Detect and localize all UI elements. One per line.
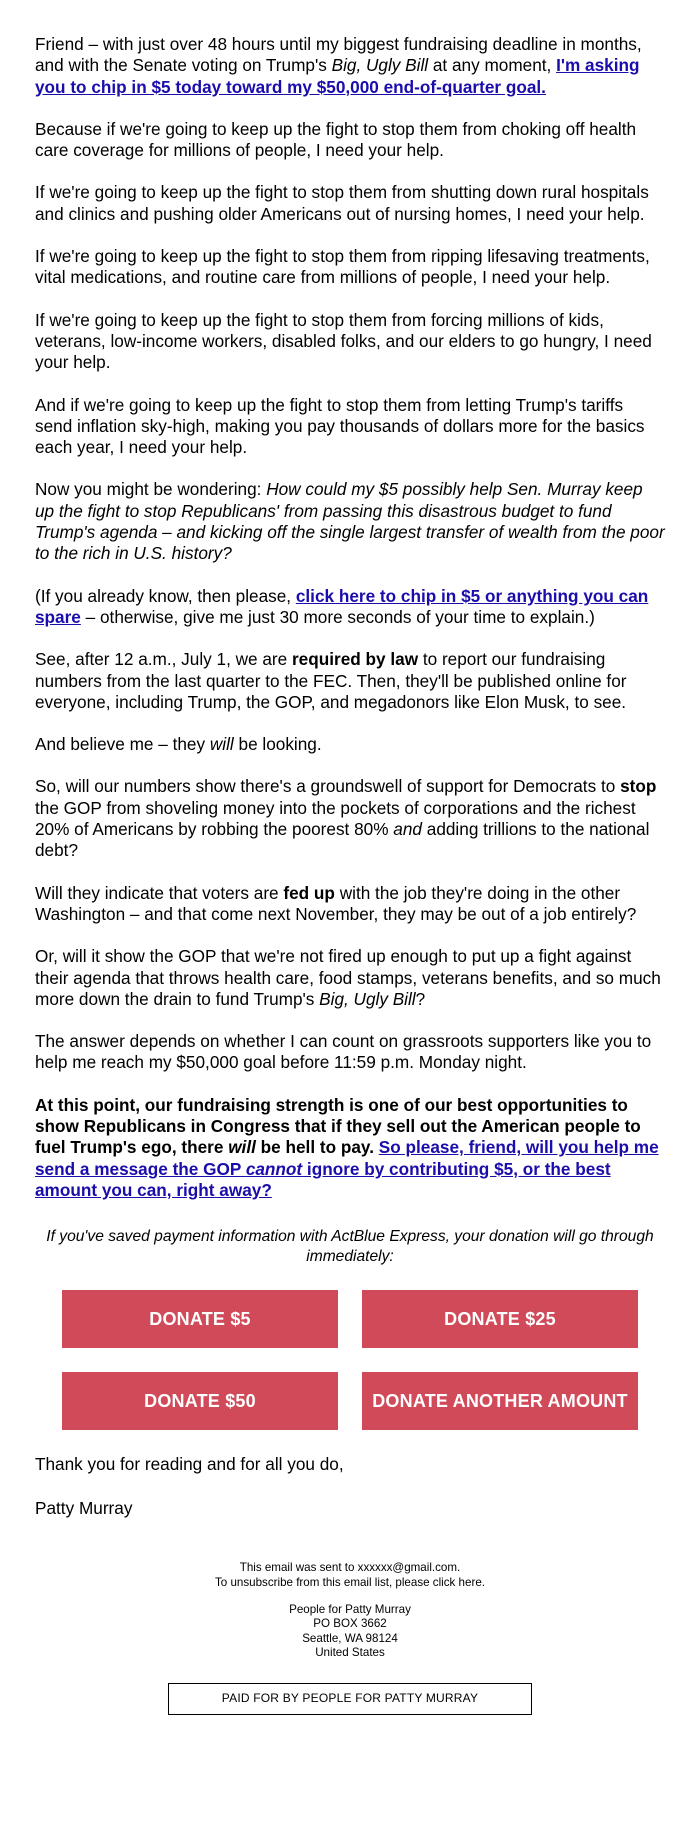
text: Will they indicate that voters are: [35, 882, 284, 903]
text: (If you already know, then please,: [35, 585, 296, 606]
chip-in-link[interactable]: I'm asking you to chip in $5 today toward my $50,000 end-of-quarter goal.: [35, 55, 640, 97]
text: will: [209, 734, 234, 755]
intro-paragraph: [35, 34, 665, 98]
text: stop: [620, 776, 657, 797]
text: cannot: [245, 1158, 303, 1179]
text: the GOP from shoveling money into the pockets of corporations and the richest 20% of Americans by robbing the poorest 80%: [35, 797, 636, 840]
paragraph: [35, 479, 665, 564]
text: will: [228, 1137, 256, 1158]
paragraph: [35, 586, 665, 629]
text: How could my $5 possibly help Sen. Murray keep up the fight to stop Republicans' from passing this disastrous budget to fund Trump's agenda – and kicking off the single largest transfer of wealth from the poor to the rich in U.S. history?: [35, 479, 665, 564]
text: At this point, our fundraising strength is one of our best opportunities to show Republicans in Congress that if they sell out the American people to fuel Trump's ego, there: [35, 1094, 641, 1158]
paragraph: [35, 734, 665, 755]
thanks-text: Thank you for reading and for all you do,: [35, 1454, 344, 1475]
donate-25-button[interactable]: DONATE $25: [362, 1290, 638, 1348]
paragraph: [35, 883, 665, 926]
text: be hell to pay.: [255, 1137, 374, 1158]
text: See, after 12 a.m., July 1, we are: [35, 649, 292, 670]
text: adding trillions to the national debt?: [35, 819, 650, 861]
paragraph: [35, 649, 665, 713]
paragraph: [35, 946, 665, 1010]
text: And believe me – they: [35, 734, 210, 755]
footer: [35, 1561, 665, 1714]
donate-buttons: [62, 1290, 638, 1430]
text: – otherwise, give me just 30 more seconds of your time to explain.): [80, 606, 595, 627]
donate-other-amount-button[interactable]: DONATE ANOTHER AMOUNT: [362, 1372, 638, 1430]
text: fed up: [283, 882, 335, 903]
paragraph: If we're going to keep up the fight to stop them from forcing millions of kids, veterans, low-income workers, disabled folks, and our elders to go hungry, I need your help.: [35, 309, 652, 373]
text: Or, will it show the GOP that we're not fired up enough to put up a fight against their agenda that throws health care, food stamps, veterans benefits, and so much more down the drain to fund Trump's: [35, 946, 661, 1009]
paragraph: Because if we're going to keep up the fight to stop them from choking off health care coverage for millions of people, I need your help.: [35, 118, 637, 161]
text: Now you might be wondering:: [35, 479, 267, 500]
paragraph: And if we're going to keep up the fight to stop them from letting Trump's tariffs send inflation sky-high, making you pay thousands of dollars more for the basics each year, I need your help.: [35, 394, 645, 458]
country: United States: [315, 1646, 385, 1660]
text: Big, Ugly Bill: [319, 988, 416, 1009]
text: Friend – with just over 48 hours until my biggest fundraising deadline in months, and with the Senate voting on Trump's: [35, 34, 642, 76]
signature: Patty Murray: [35, 1498, 133, 1519]
signoff: [35, 1454, 665, 1519]
unsubscribe-link[interactable]: click here: [432, 1575, 482, 1589]
org-name: People for Patty Murray: [289, 1602, 411, 1616]
paragraph: If we're going to keep up the fight to stop them from ripping lifesaving treatments, vital medications, and routine care from millions of people, I need your help.: [35, 246, 650, 288]
sent-to-text: This email was sent to xxxxxx@gmail.com.: [239, 1561, 461, 1575]
po-box: PO BOX 3662: [313, 1617, 387, 1631]
text: Big, Ugly Bill: [331, 55, 429, 76]
paid-for-by-box: PAID FOR BY PEOPLE FOR PATTY MURRAY: [168, 1683, 532, 1715]
paragraph: [35, 776, 665, 861]
text: be looking.: [233, 734, 322, 755]
paragraph: If we're going to keep up the fight to stop them from shutting down rural hospitals and clinics and pushing older Americans out of nursing homes, I need your help.: [35, 182, 649, 224]
text: To unsubscribe from this email list, please: [215, 1575, 433, 1589]
text: So, will our numbers show there's a groundswell of support for Democrats to: [35, 776, 621, 797]
mailing-address: [35, 1603, 665, 1661]
text: with the job they're doing in the other Washington – and that come next November, they may be out of a job entirely?: [35, 882, 637, 924]
text: and: [393, 819, 422, 840]
donate-50-button[interactable]: DONATE $50: [62, 1372, 338, 1430]
unsubscribe-line: [35, 1576, 665, 1590]
text: to report our fundraising numbers from the last quarter to the FEC. Then, they'll be published online for everyone, including Trump, the GOP, and megadonors like Elon Musk, to see.: [35, 649, 627, 712]
chip-in-anything-link[interactable]: click here to chip in $5 or anything you can spare: [35, 585, 649, 627]
paragraph: The answer depends on whether I can count on grassroots supporters like you to help me reach my $50,000 goal before 11:59 p.m. Monday night.: [35, 1031, 652, 1073]
text: required by law: [291, 649, 419, 670]
text: So please, friend, will you help me send a message the GOP: [35, 1137, 659, 1179]
text: ignore by contributing $5, or the best amount you can, right away?: [35, 1158, 611, 1200]
actblue-express-note: If you've saved payment information with ActBlue Express, your donation will go through immediately:: [46, 1228, 654, 1266]
city-state-zip: Seattle, WA 98124: [302, 1631, 398, 1645]
text: at any moment,: [428, 55, 557, 76]
closing-paragraph: [35, 1095, 665, 1201]
donate-5-button[interactable]: DONATE $5: [62, 1290, 338, 1348]
text: .: [481, 1575, 485, 1589]
text: ?: [415, 988, 426, 1009]
